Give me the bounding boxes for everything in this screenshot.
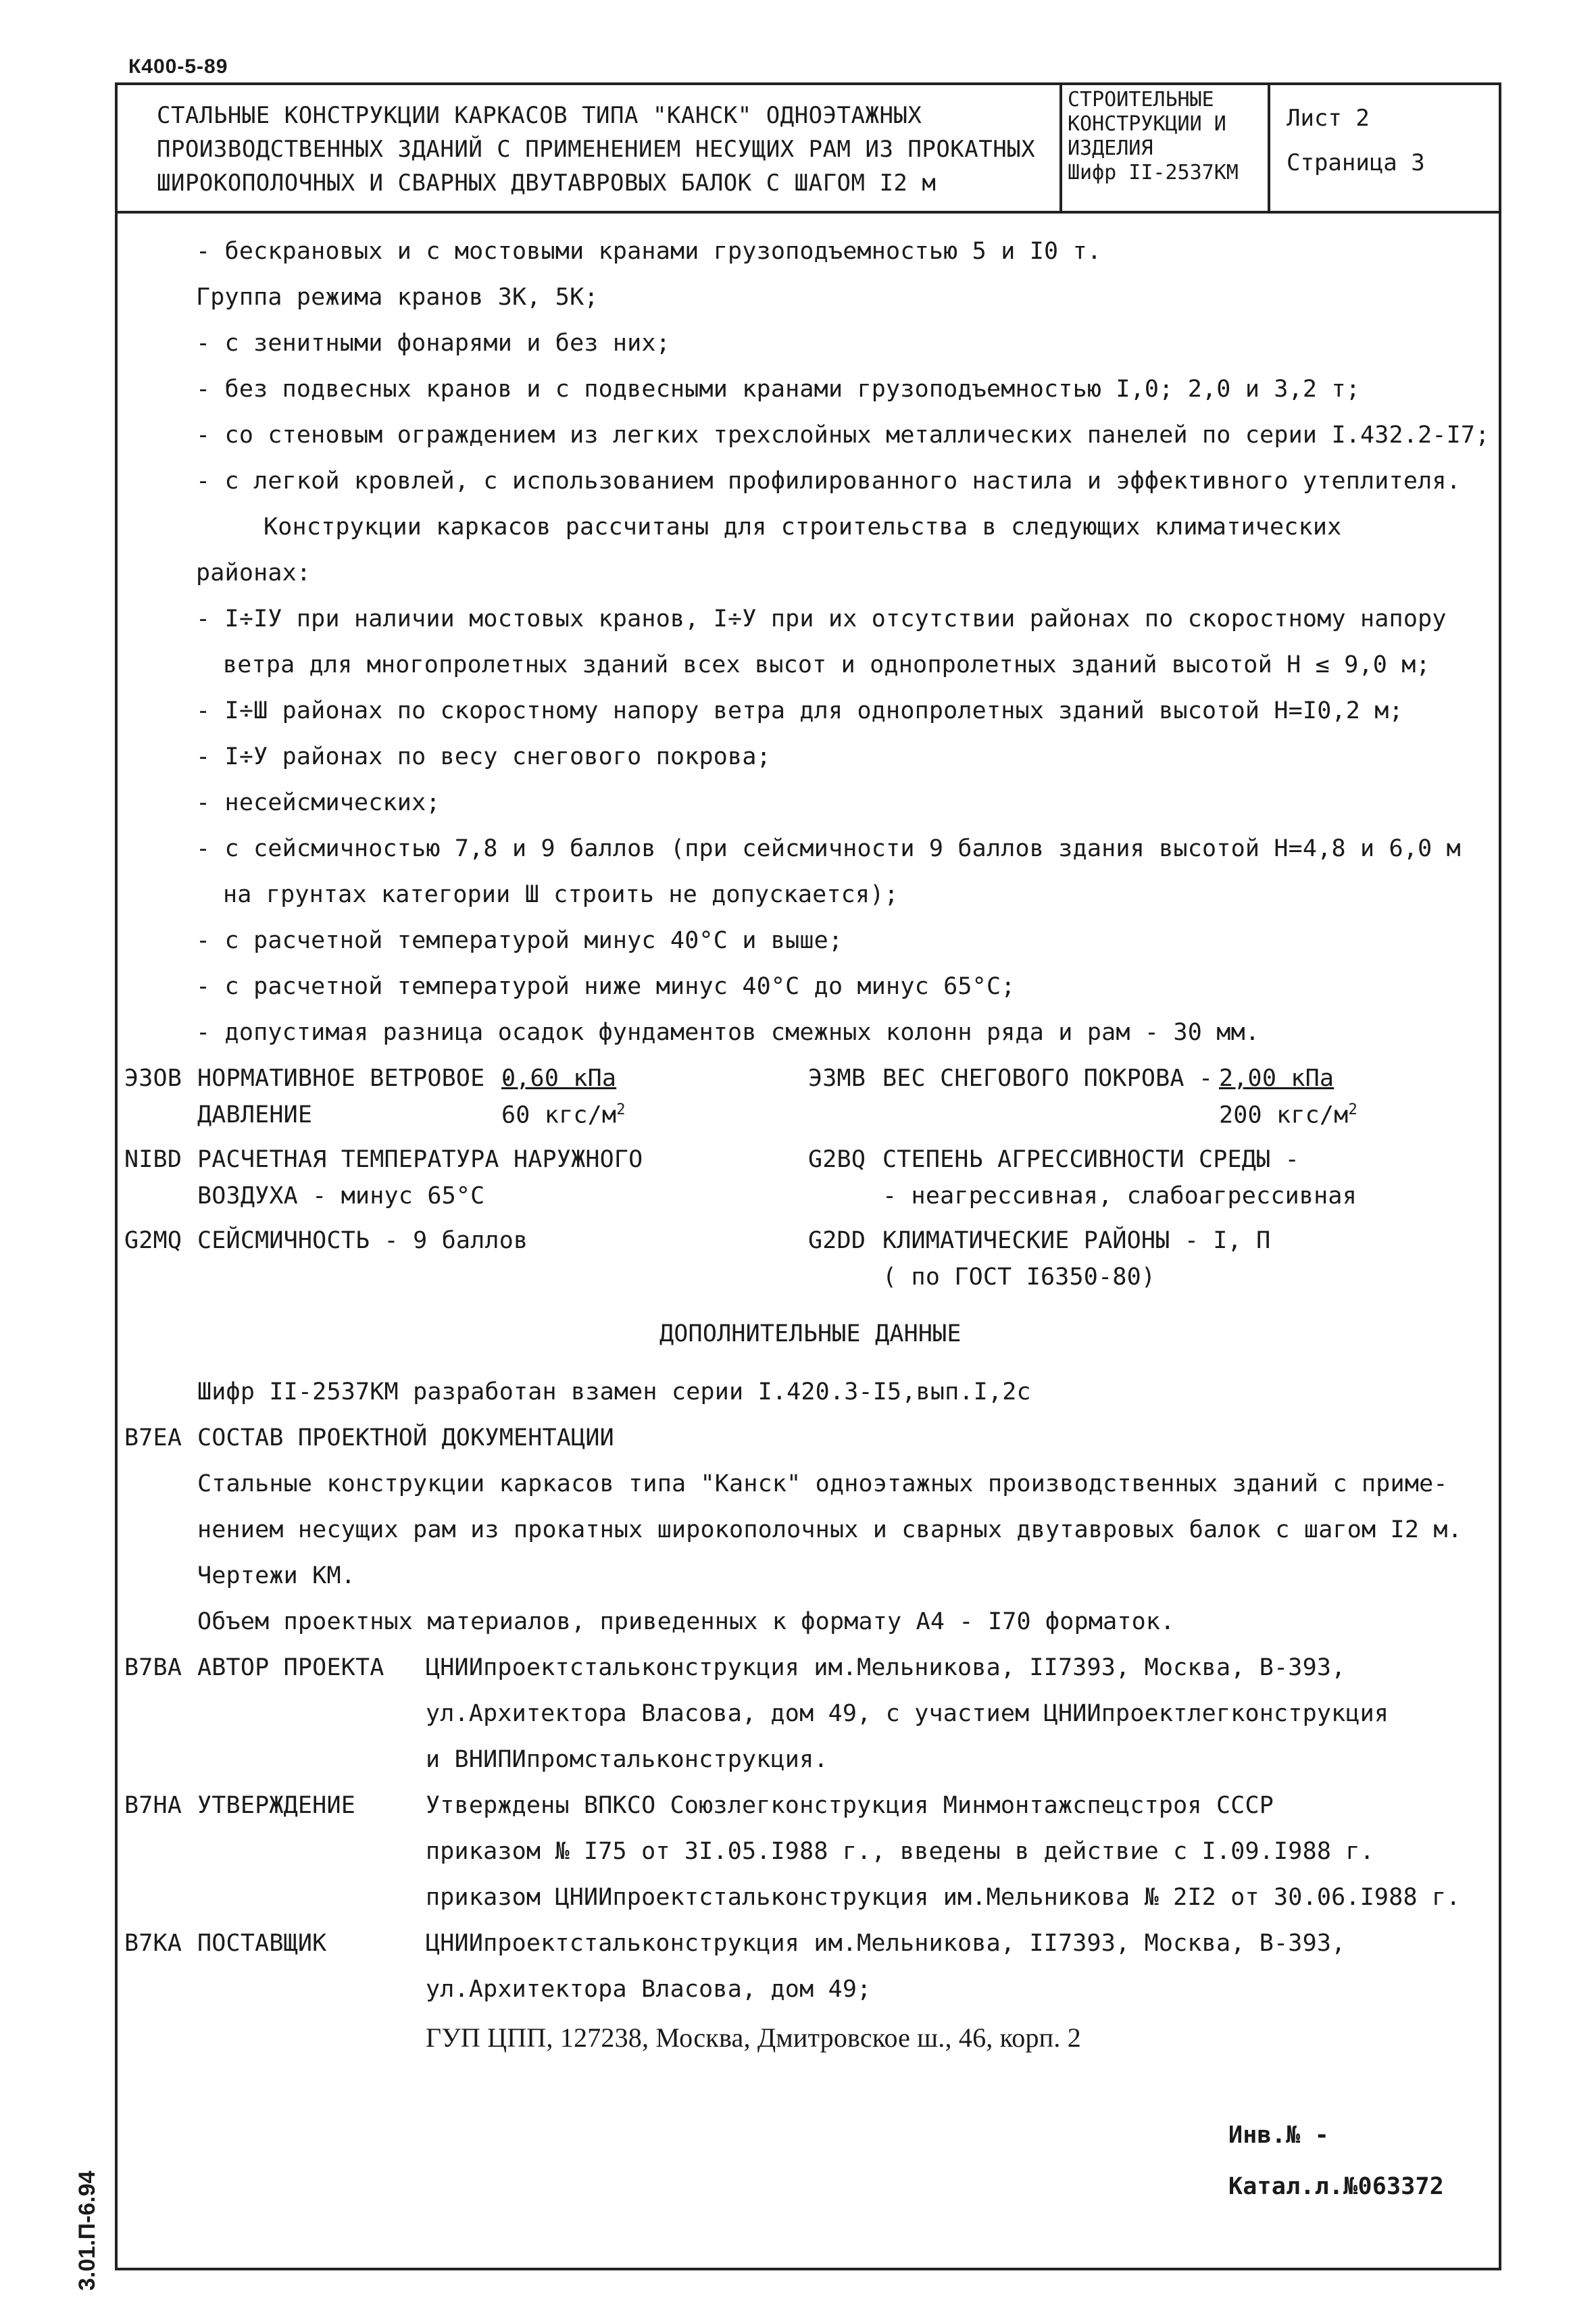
param-value: 0,60 кПа: [501, 1065, 617, 1092]
param-label: РАСЧЕТНАЯ ТЕМПЕРАТУРА НАРУЖНОГО: [197, 1146, 643, 1173]
body-line: районах:: [196, 559, 311, 587]
document-code: К400-5-89: [128, 55, 228, 78]
body-line: ЦНИИпроектстальконструкция им.Мельникова, II7393, Москва, В-393,: [426, 1930, 1346, 1957]
header-category: [1068, 88, 1265, 185]
field-label: ПОСТАВЩИК: [197, 1930, 327, 1957]
param-code: G2MQ: [124, 1227, 182, 1254]
body-line: приказом № I75 от 3I.05.I988 г., введены в действие с I.09.I988 г.: [426, 1838, 1374, 1865]
param-label: СЕЙСМИЧНОСТЬ - 9 баллов: [197, 1227, 528, 1254]
field-code: B7EA: [124, 1424, 182, 1451]
param-label: СТЕПЕНЬ АГРЕССИВНОСТИ СРЕДЫ -: [882, 1146, 1299, 1173]
field-code: B7KA: [124, 1930, 182, 1957]
body-line: Утверждены ВПКСО Союзлегконструкция Минмонтажспецстроя СССР: [426, 1792, 1274, 1819]
body-line: на грунтах категории Ш строить не допускается);: [223, 881, 899, 908]
header-category-line: СТРОИТЕЛЬНЫЕ: [1068, 88, 1214, 111]
body-line: - со стеновым ограждением из легких трехслойных металлических панелей по серии I.432.2-I7;: [196, 422, 1490, 449]
header-title-line: ПРОИЗВОДСТВЕННЫХ ЗДАНИЙ С ПРИМЕНЕНИЕМ НЕСУЩИХ РАМ ИЗ ПРОКАТНЫХ: [157, 136, 1036, 163]
body-line: Конструкции каркасов рассчитаны для строительства в следующих климатических: [264, 514, 1342, 541]
body-line: - с легкой кровлей, с использованием профилированного настила и эффективного утеплителя.: [196, 468, 1461, 495]
body-line: - допустимая разница осадок фундаментов смежных колонн ряда и рам - 30 мм.: [196, 1019, 1260, 1046]
param-label: ВЕС СНЕГОВОГО ПОКРОВА -: [882, 1065, 1214, 1092]
body-line: приказом ЦНИИпроектстальконструкция им.Мельникова № 2I2 от 30.06.I988 г.: [426, 1884, 1461, 1911]
field-label: СОСТАВ ПРОЕКТНОЙ ДОКУМЕНТАЦИИ: [197, 1424, 614, 1451]
body-line: - I÷У районах по весу снегового покрова;: [196, 743, 771, 770]
body-line: и ВНИПИпромстальконструкция.: [426, 1746, 828, 1773]
body-line: Шифр II-2537КМ разработан взамен серии I.420.3-I5,вып.I,2с: [197, 1378, 1031, 1405]
header-category-line: ИЗДЕЛИЯ: [1068, 136, 1153, 160]
header-divider-vertical: [1059, 82, 1062, 212]
body-line: - I÷IУ при наличии мостовых кранов, I÷У при их отсутствии районах по скоростному напору: [196, 605, 1447, 632]
param-label: - неагрессивная, слабоагрессивная: [882, 1183, 1357, 1210]
body-line: ЦНИИпроектстальконструкция им.Мельникова, II7393, Москва, В-393,: [426, 1654, 1346, 1681]
param-value: 60 кгс/$м^2$: [501, 1101, 626, 1129]
body-line: нением несущих рам из прокатных широкополочных и сварных двутавровых балок с шагом I2 м.: [197, 1516, 1462, 1543]
field-code: B7HA: [124, 1792, 182, 1819]
param-code: Э3ОВ: [124, 1065, 182, 1092]
sheet-number: Лист 2: [1287, 105, 1370, 132]
header-title-line: СТАЛЬНЫЕ КОНСТРУКЦИИ КАРКАСОВ ТИПА "КАНСК" ОДНОЭТАЖНЫХ: [157, 102, 922, 129]
body-line: - с расчетной температурой минус 40°С и выше;: [196, 927, 843, 954]
body-line: Чертежи КМ.: [197, 1562, 355, 1589]
param-value: 2,00 кПа: [1219, 1065, 1335, 1092]
param-label: ( по ГОСТ I6350-80): [882, 1264, 1156, 1291]
body-line: - I÷Ш районах по скоростному напору ветра для однопролетных зданий высотой H=I0,2 м;: [196, 697, 1403, 724]
header-sheet-info: [1287, 96, 1425, 185]
header-title-line: ШИРОКОПОЛОЧНЫХ И СВАРНЫХ ДВУТАВРОВЫХ БАЛОК С ШАГОМ I2 м: [157, 170, 937, 197]
param-code: Э3МВ: [808, 1065, 866, 1092]
catalog-number: Катал.л.№063372: [1228, 2173, 1445, 2200]
body-line: ветра для многопролетных зданий всех высот и однопролетных зданий высотой H ≤ 9,0 м;: [223, 651, 1430, 678]
body-line: ГУП ЦПП, 127238, Москва, Дмитровское ш., 46, корп. 2: [426, 2022, 1081, 2053]
param-value: 200 кгс/$м^2$: [1219, 1101, 1357, 1129]
body-line: - с зенитными фонарями и без них;: [196, 330, 670, 357]
side-code: 3.01.П-6.94: [74, 2170, 100, 2291]
body-line: Группа режима кранов 3К, 5К;: [196, 284, 599, 311]
body-line: ул.Архитектора Власова, дом 49, с участием ЦНИИпроектлегконструкция: [426, 1700, 1389, 1727]
header-category-line: КОНСТРУКЦИИ И: [1068, 112, 1226, 136]
section-heading: ДОПОЛНИТЕЛЬНЫЕ ДАННЫЕ: [659, 1320, 962, 1347]
body-line: - бескрановых и с мостовыми кранами грузоподъемностью 5 и I0 т.: [196, 238, 1102, 265]
param-label: КЛИМАТИЧЕСКИЕ РАЙОНЫ - I, П: [882, 1227, 1271, 1254]
param-code: NIBD: [124, 1146, 182, 1173]
field-label: АВТОР ПРОЕКТА: [197, 1654, 384, 1681]
header-title: [157, 99, 1049, 200]
body-line: - без подвесных кранов и с подвесными кранами грузоподъемностью I,0; 2,0 и 3,2 т;: [196, 376, 1361, 403]
param-label: НОРМАТИВНОЕ ВЕТРОВОЕ -: [197, 1065, 514, 1092]
field-code: B7BA: [124, 1654, 182, 1681]
param-code: G2BQ: [808, 1146, 866, 1173]
field-label: УТВЕРЖДЕНИЕ: [197, 1792, 355, 1819]
header-divider-vertical: [1268, 82, 1270, 212]
param-label: ВОЗДУХА - минус 65°С: [197, 1183, 485, 1210]
inventory-number: Инв.№ -: [1228, 2122, 1329, 2149]
param-label: ДАВЛЕНИЕ: [197, 1101, 313, 1128]
body-line: - с сейсмичностью 7,8 и 9 баллов (при сейсмичности 9 баллов здания высотой H=4,8 и 6,0 м: [196, 835, 1461, 862]
header-divider: [115, 211, 1501, 214]
page-number: Страница 3: [1287, 149, 1425, 176]
body-line: Стальные конструкции каркасов типа "Канск" одноэтажных производственных зданий с приме-: [197, 1470, 1448, 1497]
body-line: - несейсмических;: [196, 789, 441, 816]
body-line: Объем проектных материалов, приведенных к формату А4 - I70 форматок.: [197, 1608, 1175, 1635]
param-code: G2DD: [808, 1227, 866, 1254]
header-cipher: Шифр II-2537КМ: [1068, 161, 1239, 184]
body-line: ул.Архитектора Власова, дом 49;: [426, 1976, 872, 2003]
body-line: - с расчетной температурой ниже минус 40°С до минус 65°С;: [196, 973, 1016, 1000]
